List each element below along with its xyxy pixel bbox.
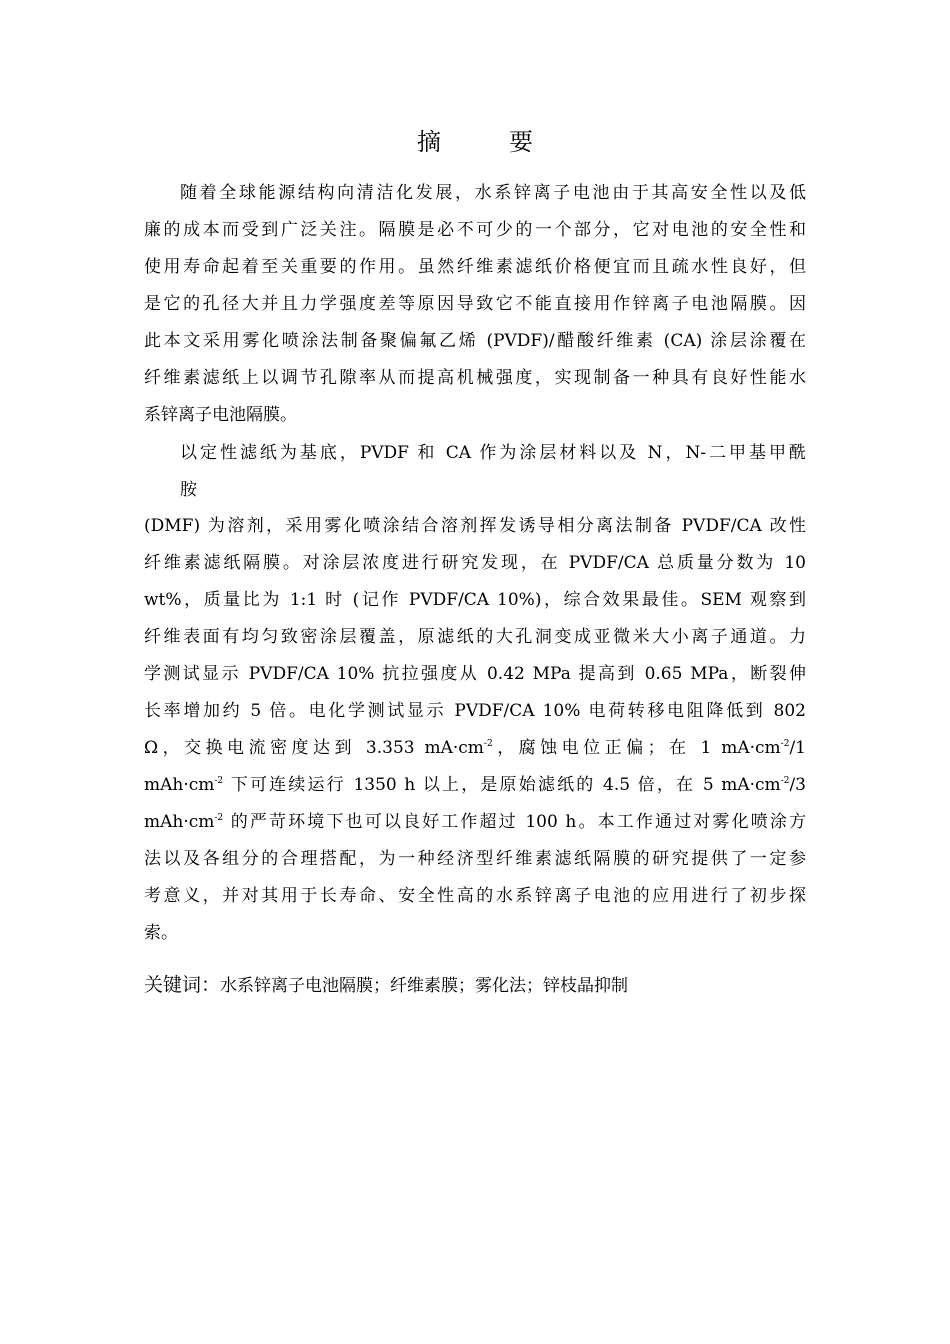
text-line: 考意义，并对其用于长寿命、安全性高的水系锌离子电池的应用进行了初步探: [144, 886, 806, 906]
superscript: -2: [780, 739, 790, 749]
text-line: 长率增加约 5 倍。电化学测试显示 PVDF/CA 10% 电荷转移电阻降低到 802: [144, 701, 806, 721]
text-fragment: /1: [789, 738, 806, 758]
text-line: 廉的成本而受到广泛关注。隔膜是必不可少的一个部分，它对电池的安全性和: [144, 220, 806, 240]
abstract-title: 摘 要: [417, 128, 555, 156]
keywords-text: 水系锌离子电池隔膜；纤维素膜；雾化法；锌枝晶抑制: [220, 976, 629, 996]
text-fragment: ，腐蚀电位正偏；在 1 mA·cm: [492, 738, 781, 758]
text-line: 使用寿命起着至关重要的作用。虽然纤维素滤纸价格便宜而且疏水性良好，但: [144, 257, 806, 277]
text-line: 纤维素滤纸上以调节孔隙率从而提高机械强度，实现制备一种具有良好性能水: [144, 368, 806, 388]
text-line: 索。: [144, 923, 178, 943]
text-fragment: mAh·cm: [144, 812, 215, 832]
text-line: 胺: [180, 480, 197, 500]
keywords: [144, 967, 806, 1005]
superscript: -2: [780, 776, 790, 786]
text-line: [144, 730, 806, 767]
text-fragment: mAh·cm: [144, 775, 215, 795]
text-line: 法以及各组分的合理搭配，为一种经济型纤维素滤纸隔膜的研究提供了一定参: [144, 849, 806, 869]
keywords-label: 关键词：: [144, 974, 221, 996]
text-line: 学测试显示 PVDF/CA 10% 抗拉强度从 0.42 MPa 提高到 0.65 MPa，断裂伸: [144, 664, 806, 684]
text-line: 系锌离子电池隔膜。: [144, 405, 297, 425]
text-line: 是它的孔径大并且力学强度差等原因导致它不能直接用作锌离子电池隔膜。因: [144, 294, 806, 314]
abstract-paragraph-3: [144, 508, 806, 952]
abstract-paragraph-2: [144, 435, 806, 509]
superscript: -2: [214, 776, 224, 786]
text-fragment: /3: [789, 775, 806, 795]
abstract-paragraph-1: [144, 175, 806, 434]
text-line: 纤维表面有均匀致密涂层覆盖，原滤纸的大孔洞变成亚微米大小离子通道。力: [144, 627, 806, 647]
text-fragment: 的严苛环境下也可以良好工作超过 100 h。本工作通过对雾化喷涂方: [223, 812, 806, 832]
text-fragment: 下可连续运行 1350 h 以上，是原始滤纸的 4.5 倍，在 5 mA·cm: [223, 775, 781, 795]
text-line: wt%，质量比为 1:1 时 (记作 PVDF/CA 10%)，综合效果最佳。SEM 观察到: [144, 590, 806, 610]
text-line: 随着全球能源结构向清洁化发展，水系锌离子电池由于其高安全性以及低: [180, 183, 806, 203]
superscript: -2: [483, 739, 493, 749]
text-line: [144, 804, 806, 841]
text-line: (DMF) 为溶剂，采用雾化喷涂结合溶剂挥发诱导相分离法制备 PVDF/CA 改性: [144, 516, 806, 536]
text-line: 纤维素滤纸隔膜。对涂层浓度进行研究发现，在 PVDF/CA 总质量分数为 10: [144, 553, 806, 573]
superscript: -2: [214, 813, 224, 823]
text-line: [144, 767, 806, 804]
text-line: 此本文采用雾化喷涂法制备聚偏氟乙烯 (PVDF)/醋酸纤维素 (CA) 涂层涂覆在: [144, 331, 806, 351]
text-fragment: Ω，交换电流密度达到 3.353 mA·cm: [144, 738, 484, 758]
text-line: 以定性滤纸为基底，PVDF 和 CA 作为涂层材料以及 N，N-二甲基甲酰: [180, 443, 806, 463]
